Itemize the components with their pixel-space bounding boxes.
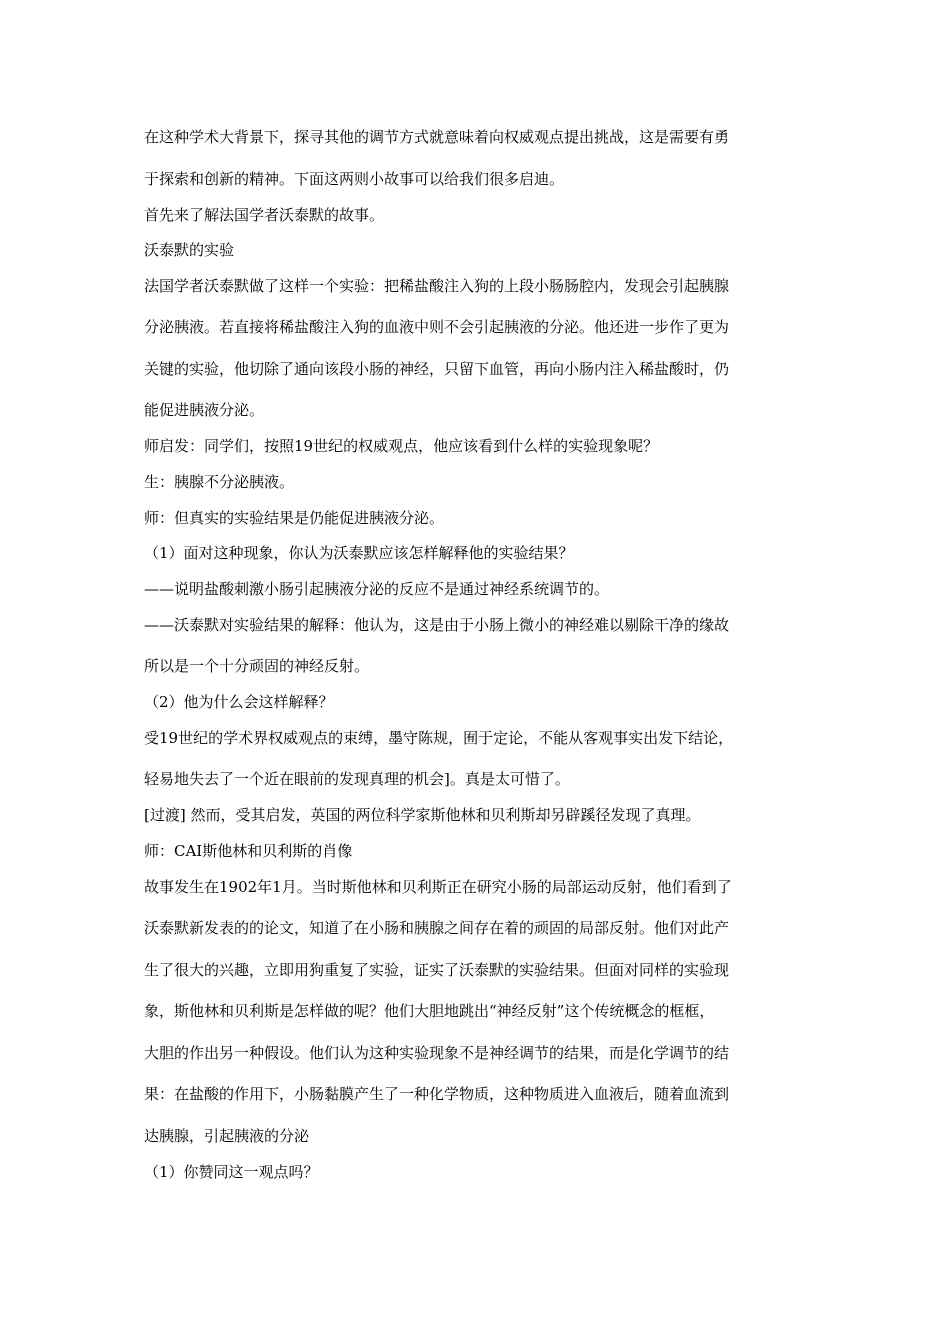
- text-line: 达胰腺，引起胰液的分泌: [144, 1127, 310, 1145]
- text-line: 分泌胰液。若直接将稀盐酸注入狗的血液中则不会引起胰液的分泌。他还进一步作了更为: [144, 318, 730, 336]
- text-line: 师：但真实的实验结果是仍能促进胰液分泌。: [144, 509, 445, 527]
- text-line: [过渡] 然而，受其启发，英国的两位科学家斯他林和贝利斯却另辟蹊径发现了真理。: [144, 806, 701, 824]
- text-line: 轻易地失去了一个近在眼前的发现真理的机会]。真是太可惜了。: [144, 770, 570, 788]
- section-heading: 沃泰默的实验: [144, 241, 235, 259]
- text-line: 于探索和创新的精神。下面这两则小故事可以给我们很多启迪。: [144, 170, 565, 188]
- text-line: 师启发：同学们，按照19世纪的权威观点，他应该看到什么样的实验现象呢？: [144, 437, 659, 455]
- text-line: 象，斯他林和贝利斯是怎样做的呢？他们大胆地跳出“神经反射”这个传统概念的框框，: [144, 1002, 715, 1020]
- text-line: 果：在盐酸的作用下，小肠黏膜产生了一种化学物质，这种物质进入血液后，随着血流到: [144, 1085, 730, 1103]
- text-line: 生了很大的兴趣，立即用狗重复了实验，证实了沃泰默的实验结果。但面对同样的实验现: [144, 961, 730, 979]
- text-line: 受19世纪的学术界权威观点的束缚，墨守陈规，囿于定论，不能从客观事实出发下结论，: [144, 729, 734, 747]
- answer-line: ——沃泰默对实验结果的解释：他认为，这是由于小肠上微小的神经难以剔除干净的缘故: [144, 616, 730, 634]
- text-line: 沃泰默新发表的的论文，知道了在小肠和胰腺之间存在着的顽固的局部反射。他们对此产: [144, 919, 730, 937]
- question-line: （1）你赞同这一观点吗？: [144, 1163, 319, 1181]
- text-line: 法国学者沃泰默做了这样一个实验：把稀盐酸注入狗的上段小肠肠腔内，发现会引起胰腺: [144, 277, 730, 295]
- question-line: （2）他为什么会这样解释？: [144, 693, 334, 711]
- text-line: 师：CAI斯他林和贝利斯的肖像: [144, 842, 353, 860]
- text-line: 所以是一个十分顽固的神经反射。: [144, 657, 370, 675]
- text-line: 大胆的作出另一种假设。他们认为这种实验现象不是神经调节的结果，而是化学调节的结: [144, 1044, 730, 1062]
- text-line: 故事发生在1902年1月。当时斯他林和贝利斯正在研究小肠的局部运动反射，他们看到了: [144, 878, 732, 896]
- answer-line: ——说明盐酸刺激小肠引起胰液分泌的反应不是通过神经系统调节的。: [144, 580, 610, 598]
- question-line: （1）面对这种现象，你认为沃泰默应该怎样解释他的实验结果？: [144, 544, 574, 562]
- text-line: 在这种学术大背景下，探寻其他的调节方式就意味着向权威观点提出挑战，这是需要有勇: [144, 128, 730, 146]
- text-line: 关键的实验，他切除了通向该段小肠的神经，只留下血管，再向小肠内注入稀盐酸时，仍: [144, 360, 730, 378]
- text-line: 生：胰腺不分泌胰液。: [144, 473, 295, 491]
- text-line: 能促进胰液分泌。: [144, 401, 265, 419]
- text-line: 首先来了解法国学者沃泰默的故事。: [144, 206, 385, 224]
